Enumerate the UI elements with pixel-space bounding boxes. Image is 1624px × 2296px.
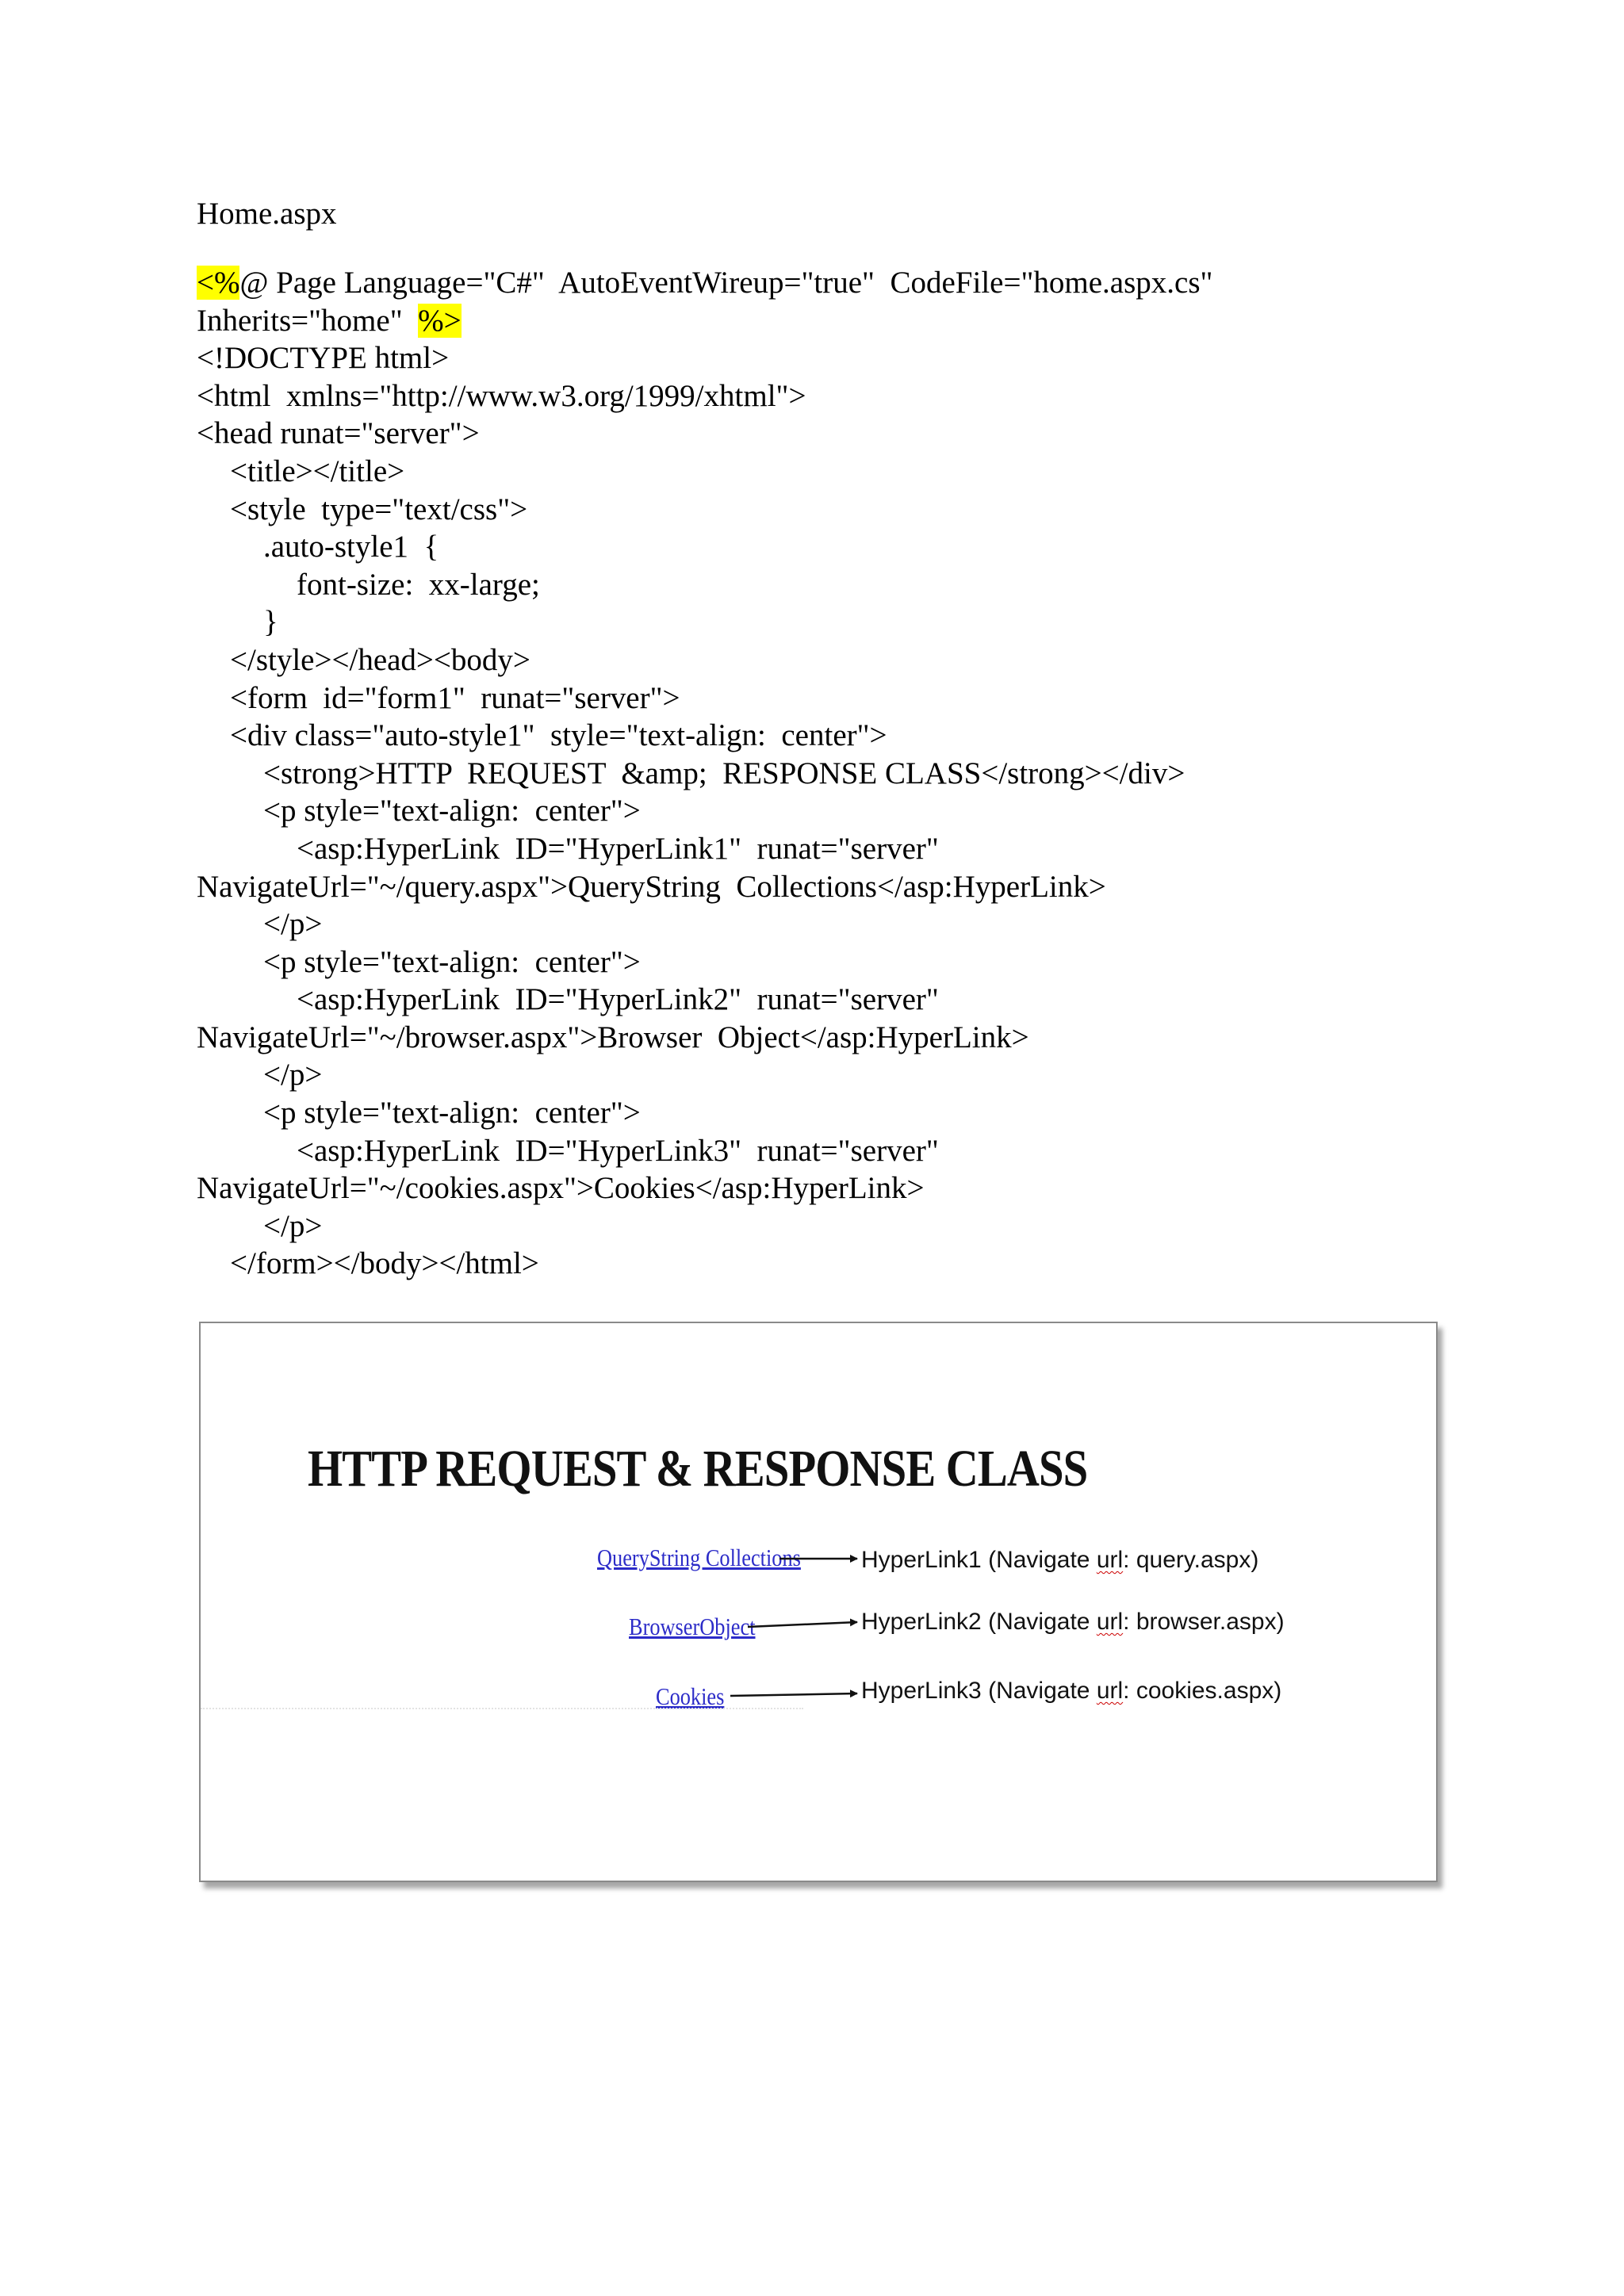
- annotation-url-word: url: [1096, 1678, 1124, 1704]
- code-listing: [197, 264, 1465, 1283]
- code-text: <html xmlns="http://www.w3.org/1999/xhtml">: [197, 378, 806, 413]
- code-line: [197, 603, 1465, 641]
- code-text: <asp:HyperLink ID="HyperLink3" runat="server": [297, 1133, 939, 1168]
- annotation-text: : cookies.aspx): [1123, 1678, 1282, 1704]
- annotation-text: : query.aspx): [1123, 1547, 1259, 1573]
- annotation-text: HyperLink3 (Navigate: [861, 1678, 1097, 1704]
- code-line: [197, 679, 1465, 718]
- code-line: [197, 905, 1465, 943]
- code-text: <form id="form1" runat="server">: [230, 680, 680, 715]
- file-name-heading: Home.aspx: [197, 197, 337, 231]
- screenshot-title: HTTP REQUEST & RESPONSE CLASS: [308, 1440, 1088, 1498]
- code-line: [197, 491, 1465, 529]
- code-line: [197, 377, 1465, 415]
- annotation-text: : browser.aspx): [1123, 1609, 1285, 1635]
- highlighted-code-token: %>: [418, 303, 462, 338]
- code-line: [197, 339, 1465, 377]
- code-text: <head runat="server">: [197, 416, 480, 451]
- highlighted-code-token: <%: [197, 266, 240, 300]
- code-line: [197, 868, 1465, 906]
- cookies-link[interactable]: Cookies: [656, 1682, 725, 1710]
- arrow-2-icon: [748, 1622, 857, 1627]
- arrow-3-icon: [730, 1693, 857, 1696]
- code-line: [197, 1094, 1465, 1132]
- code-text: <p style="text-align: center">: [263, 794, 641, 828]
- code-text: <div class="auto-style1" style="text-align: center">: [230, 718, 887, 753]
- code-line: [197, 566, 1465, 604]
- code-line: [197, 755, 1465, 793]
- annotation-url-word: url: [1096, 1547, 1124, 1573]
- code-line: [197, 1169, 1465, 1207]
- code-text: </style></head><body>: [230, 642, 530, 677]
- annotation-text: HyperLink2 (Navigate: [861, 1609, 1097, 1635]
- code-text: NavigateUrl="~/cookies.aspx">Cookies</asp:HyperLink>: [197, 1171, 925, 1206]
- code-text: <style type="text/css">: [230, 492, 528, 526]
- querystring-collections-link[interactable]: QueryString Collections: [597, 1544, 801, 1571]
- code-line: [197, 1207, 1465, 1246]
- code-line: [197, 641, 1465, 679]
- annotation-arrows: [201, 1323, 1436, 1881]
- code-line: [197, 302, 1465, 340]
- code-line: [197, 1245, 1465, 1283]
- code-text: <asp:HyperLink ID="HyperLink2" runat="server": [297, 982, 939, 1017]
- code-text: @ Page Language="C#" AutoEventWireup="true" CodeFile="home.aspx.cs": [239, 266, 1213, 300]
- browser-object-link[interactable]: BrowserObject: [629, 1613, 756, 1640]
- code-text: font-size: xx-large;: [297, 567, 540, 602]
- code-line: [197, 717, 1465, 755]
- code-text: </p>: [263, 907, 323, 942]
- code-text: Inherits="home": [197, 303, 419, 338]
- code-text: </form></body></html>: [230, 1246, 539, 1281]
- code-line: [197, 528, 1465, 566]
- code-line: [197, 1056, 1465, 1094]
- faint-divider: [201, 1708, 803, 1709]
- code-line: [197, 415, 1465, 453]
- code-text: .auto-style1 {: [263, 530, 439, 564]
- code-line: [197, 981, 1465, 1019]
- code-text: <asp:HyperLink ID="HyperLink1" runat="server": [297, 831, 939, 866]
- code-text: <title></title>: [230, 453, 405, 488]
- code-text: NavigateUrl="~/query.aspx">QueryString Collections</asp:HyperLink>: [197, 869, 1106, 904]
- code-line: [197, 943, 1465, 982]
- code-line: [197, 792, 1465, 830]
- code-line: [197, 830, 1465, 868]
- code-line: [197, 1019, 1465, 1057]
- code-text: NavigateUrl="~/browser.aspx">Browser Object</asp:HyperLink>: [197, 1020, 1029, 1054]
- code-text: <strong>HTTP REQUEST &amp; RESPONSE CLASS</strong></div>: [263, 756, 1185, 790]
- code-text: <!DOCTYPE html>: [197, 341, 450, 376]
- code-line: [197, 1132, 1465, 1170]
- code-text: </p>: [263, 1058, 323, 1093]
- code-text: <p style="text-align: center">: [263, 1096, 641, 1131]
- code-text: </p>: [263, 1208, 323, 1243]
- annotation-text: HyperLink1 (Navigate: [861, 1547, 1097, 1573]
- output-screenshot: [199, 1322, 1438, 1882]
- code-line: [197, 453, 1465, 491]
- annotation-url-word: url: [1096, 1609, 1124, 1635]
- code-text: }: [263, 605, 278, 640]
- code-text: <p style="text-align: center">: [263, 944, 641, 979]
- code-line: [197, 264, 1465, 302]
